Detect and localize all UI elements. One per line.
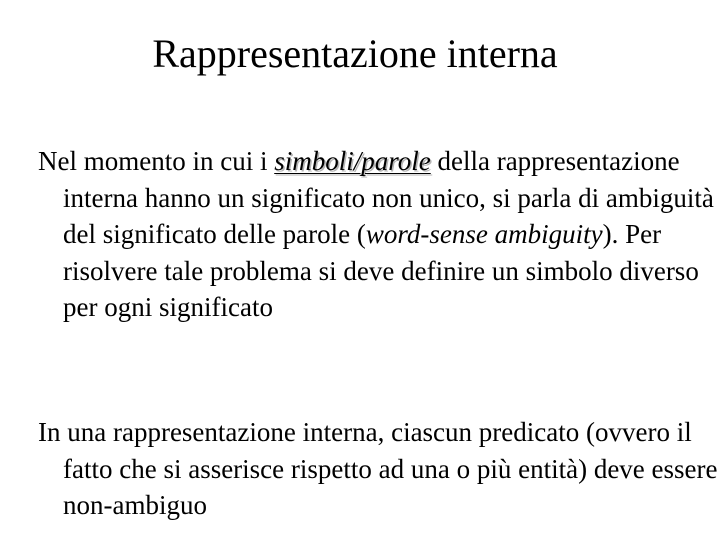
paragraph1-text-start: Nel momento in cui i [38,146,275,176]
paragraph-word-sense-ambiguity [38,143,720,326]
paragraph1-text-middle: della rappresentazione interna hanno un significato non unico, si parla di ambiguità del significato delle parole ( [63,146,714,250]
slide-title: Rappresentazione interna [152,31,558,76]
symbols-words-emphasis: simboli/parole [274,146,431,176]
paragraph2-text: In una rappresentazione interna, ciascun predicato (ovvero il fatto che si asserisce rispetto ad una o più entità) deve essere non-ambiguo [38,417,718,521]
word-sense-ambiguity-term: word-sense ambiguity [365,219,603,250]
paragraph1-text-end: ). Per risolvere tale problema si deve definire un simbolo diverso per ogni significato [63,219,699,323]
paragraph-predicate-non-ambiguous [38,414,720,524]
